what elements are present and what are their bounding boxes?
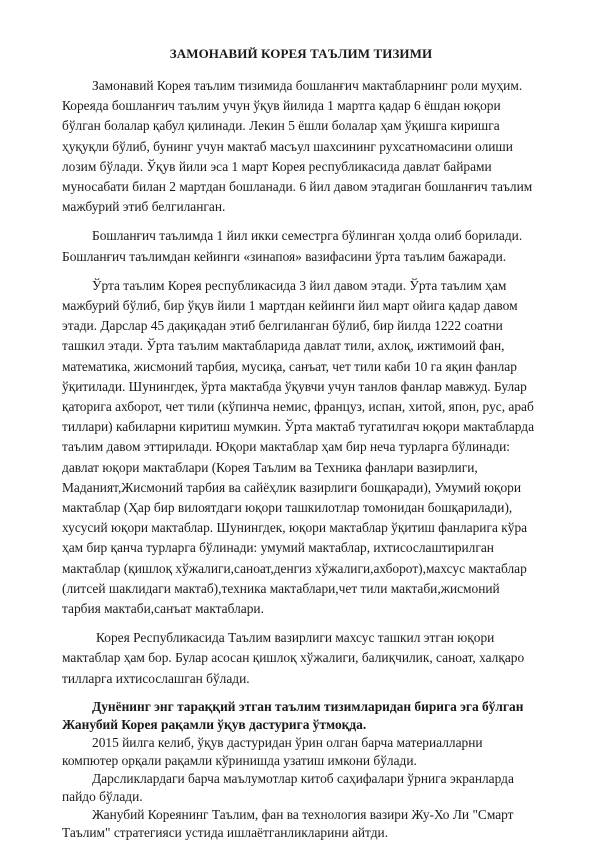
- paragraph-secondary-education: Ўрта таълим Корея республикасида 3 йил давом этади. Ўрта таълим ҳам мажбурий бўлиб, бир ўқув йили 1 мартдан кейинги йил март ойига қадар давом этади. Дарслар 45 дақиқадан этиб белгиланган бўлиб, бир йилда 1222 соатни ташкил этади. Ўрта таълим мактабларида давлат тили, ахлоқ, ижтимоий фан, математика, жисмоний тарбия, мусиқа, санъат, чет тили каби 10 га яқин фанлар ўқитилади. Шунингдек, ўрта мактабда ўқувчи учун танлов фанлар мавжуд. Булар қаторига ахборот, чет тили (кўпинча немис, француз, испан, хитой, япон, рус, араб тиллари) кабиларни киритиш мумкин. Ўрта мактаб тугатилгач юқори мактабларда таълим давом эттирилади. Юқори мактаблар ҳам бир неча турларга бўлинади: давлат юқори мактаблари (Корея Таълим ва Техника фанлари вазирлиги, Маданият,Жисмоний тарбия ва сайёҳлик вазирлиги бошқаради), Умумий юқори мактаблар (Ҳар бир вилоятдаги юқори ташкилотлар томонидан бошқарилади), хусусий юқори мактаблар. Шунингдек, юқори мактаблар ўқитиш фанларига кўра ҳам бир қанча турларга бўлинади: умумий мактаблар, ихтисослаштирилган мактаблар (қишлоқ хўжалиги,саноат,денгиз хўжалиги,ахборот),махсус мактаблар (литсей шаклидаги мактаб),техника мактаблари,чет тили мактаби,жисмоний тарбия мактаби,санъат мактаблари.: [62, 277, 535, 617]
- paragraph-semesters: Бошланғич таълимда 1 йил икки семестрга бўлинган ҳолда олиб борилади. Бошланғич таълимдан кейинги «зинапоя» вазифасини ўрта таълим бажаради.: [62, 228, 523, 264]
- document-title: ЗАМОНАВИЙ КОРЕЯ ТАЪЛИМ ТИЗИМИ: [169, 46, 433, 61]
- paragraph-special-schools: Корея Республикасида Таълим вазирлиги махсус ташкил этган юқори мактаблар ҳам бор. Булар асосан қишлоқ хўжалиги, балиқчилик, саноат, халқаро тилларга ихтисослашган бўлади.: [62, 630, 525, 686]
- paragraph-primary-education: Замонавий Корея таълим тизимида бошланғич мактабларнинг роли муҳим. Кореяда бошланғич таълим учун ўқув йилида 1 мартга қадар 6 ёшдан юқори бўлган болалар қабул қилинади. Лекин 5 ёшли болалар ҳам ўқишга киришга ҳуқуқли бўлиб, бунинг учун мактаб масъул шахсининг рухсатномасини олиши лозим бўлади. Ўқув йили эса 1 март Корея республикасида давлат байрами муносабати билан 2 мартдан бошланади. 6 йил давом этадиган бошланғич таълим мажбурий этиб белгиланган.: [62, 78, 533, 215]
- digital-curriculum-section: [62, 698, 540, 842]
- digital-curriculum-line: Жанубий Кореянинг Таълим, фан ва технология вазири Жу-Хо Ли "Смарт Таълим" стратегияси устида ишлаётганликларини айтди.: [62, 806, 514, 840]
- digital-curriculum-line: 2015 йилга келиб, ўқув дастуридан ўрин олган барча материалларни компютер орқали рақамли кўринишда узатиш имкони бўлади.: [62, 734, 483, 768]
- digital-curriculum-line: Дарсликлардаги барча маълумотлар китоб саҳифалари ўрнига экранларда пайдо бўлади.: [62, 770, 514, 804]
- digital-curriculum-heading: Дунёнинг энг тараққий этган таълим тизимларидан бирига эга бўлган Жанубий Корея рақамли ўқув дастурига ўтмоқда.: [62, 698, 524, 732]
